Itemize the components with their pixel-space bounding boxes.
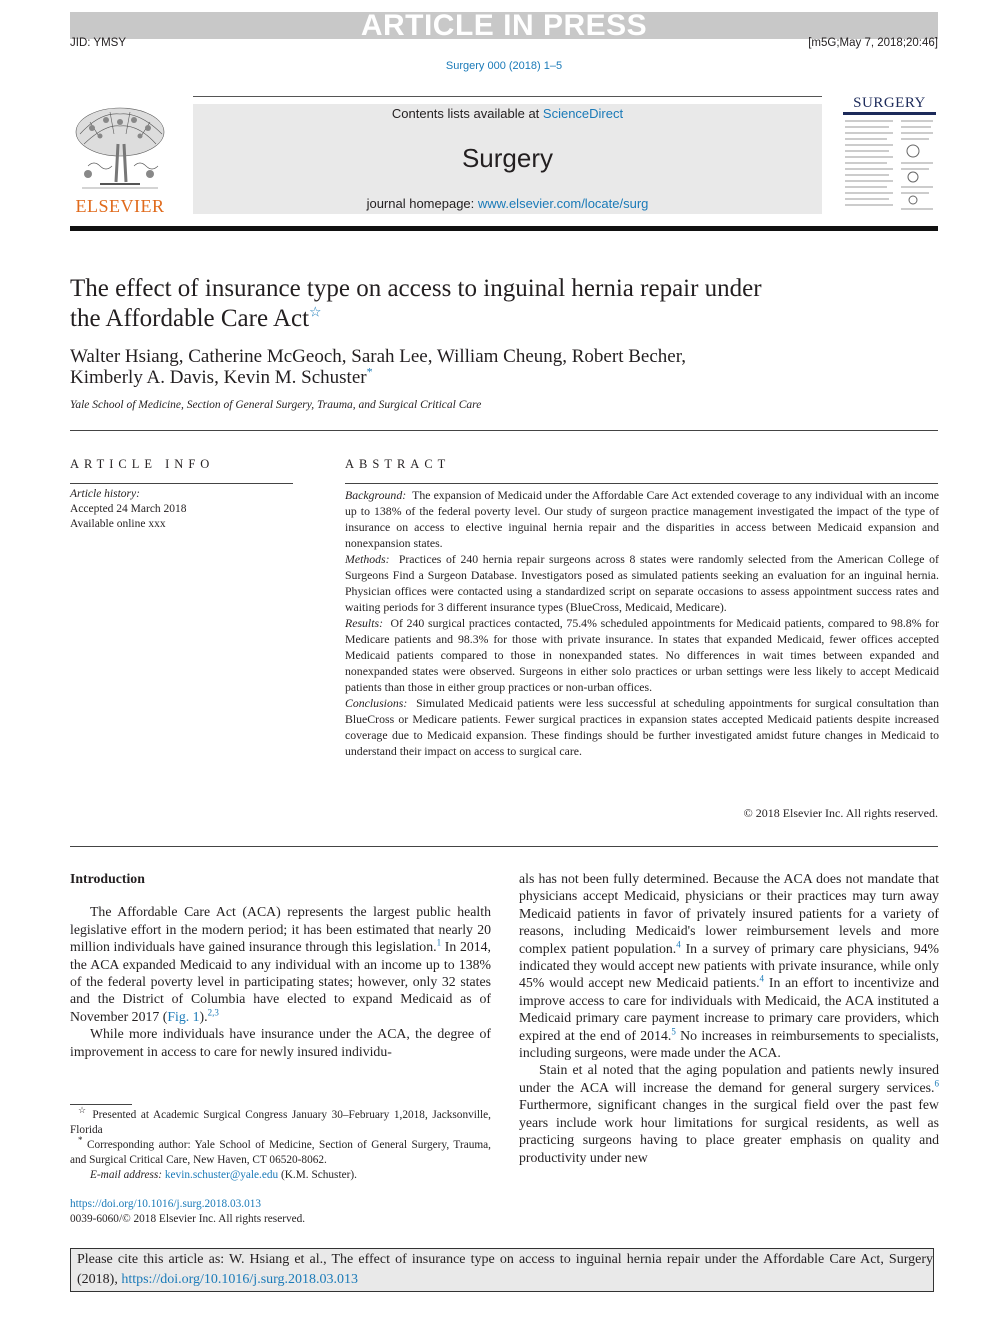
body-column-left [70, 870, 491, 1060]
article-title [70, 274, 870, 334]
author-list [70, 346, 830, 388]
footnote-corresponding: * Corresponding author: Yale School of Medicine, Section of General Surgery, Trauma, and Surgical Critical Care, New Haven, CT 06520-8062. [70, 1135, 491, 1166]
abstract-rule [345, 483, 938, 484]
cite-text: Please cite this article as: W. Hsiang et al., The effect of insurance type on access to inguinal hernia repair under the Affordable Care Act, Surgery (2018), [77, 1252, 933, 1287]
ref-1[interactable]: 1 [436, 937, 442, 948]
abstract-results: Results: Of 240 surgical practices contacted, 75.4% scheduled appointments for Medicaid patients, compared to 98.8% for Medicare patients and 98.3% for those with private insurance. In states that expanded Medicaid, fewer offices accepted Medicaid patients compared to those in nonexpanded states. No differences in wait times between expanded and nonexpanded states were observed. Surgeons in either solo practices or urban settings were less likely to accept Medicaid patients than those in either group practices or non-urban offices. [345, 616, 939, 694]
issn-copyright: 0039-6060/© 2018 Elsevier Inc. All rights reserved. [70, 1213, 306, 1225]
abstract-conclusions: Conclusions: Simulated Medicaid patients were less successful at scheduling appointments for surgical consultation than BlueCross or Medicare patients. Fewer surgical practices in expansion states accepted Medicaid patients despite increased coverage due to Medicaid expansion. These findings should be further investigated amidst future changes in Medicaid to understand their impact on access to surgical care. [345, 696, 939, 758]
cite-this-article-box [70, 1248, 934, 1292]
title-line-1: The effect of insurance type on access to inguinal hernia repair under [70, 275, 762, 302]
article-history [70, 487, 187, 532]
sciencedirect-link[interactable]: ScienceDirect [542, 106, 624, 121]
ref-5[interactable]: 5 [671, 1026, 676, 1037]
abstract-heading: ABSTRACT [345, 457, 451, 471]
online-date: Available online xxx [70, 518, 166, 530]
body-rule [70, 846, 938, 847]
abstract-methods: Methods: Practices of 240 hernia repair surgeons across 8 states were randomly selected from the American College of Surgeons Find a Surgeon Database. Investigators posed as simulated patients seeking an evaluation for an inguinal hernia. Physician offices were contacted using a standardized script on separate occasions to assess appointment success rates and waiting periods for 3 different insurance types (BlueCross, Medicaid, Medicare). [345, 552, 939, 614]
journal-id: JID: YMSY [70, 37, 127, 49]
journal-citation-link[interactable]: Surgery 000 (2018) 1–5 [445, 60, 563, 72]
ref-4b[interactable]: 4 [759, 973, 765, 984]
footnote-email: E-mail address: kevin.schuster@yale.edu (K.M. Schuster). [90, 1169, 357, 1181]
journal-name: Surgery [461, 143, 554, 173]
journal-homepage-line [193, 196, 822, 211]
history-label: Article history: [70, 488, 140, 500]
article-info-rule [70, 483, 293, 484]
elsevier-wordmark: ELSEVIER [75, 196, 165, 216]
doi-link[interactable]: https://doi.org/10.1016/j.surg.2018.03.013 [70, 1198, 262, 1210]
introduction-heading: Introduction [70, 871, 145, 886]
contents-list-line [193, 106, 822, 121]
abstract-copyright: © 2018 Elsevier Inc. All rights reserved. [743, 806, 938, 820]
homepage-prefix: journal homepage: [366, 196, 478, 211]
contents-prefix: Contents lists available at [391, 106, 543, 121]
email-link[interactable]: kevin.schuster@yale.edu [164, 1169, 279, 1181]
intro-paragraph-2: While more individuals have insurance under the ACA, the degree of improvement in access to care for newly insured individu- [70, 1026, 491, 1059]
doi-block [70, 1197, 305, 1227]
intro-paragraph-3: Stain et al noted that the aging population and patients newly insured under the ACA will increase the demand for general surgery services.$^6$ Furthermore, significant changes in the surgical field over the past few years include work hour limitations for surgical residents, as well as practicing surgeons having to place greater emphasis on quality and productivity under new [519, 1062, 939, 1165]
build-stamp: [m5G;May 7, 2018;20:46] [808, 37, 938, 49]
journal-cover-thumbnail [841, 95, 938, 215]
accepted-date: Accepted 24 March 2018 [70, 503, 187, 515]
affiliation: Yale School of Medicine, Section of General Surgery, Trauma, and Surgical Critical Care [70, 399, 482, 411]
authors-line-2: Kimberly A. Davis, Kevin M. Schuster [70, 367, 367, 388]
cover-title: SURGERY [853, 95, 926, 111]
ref-4[interactable]: 4 [676, 939, 681, 950]
article-info-heading: ARTICLE INFO [70, 457, 215, 471]
intro-paragraph-1: The Affordable Care Act (ACA) represents the largest public health legislative effort in the modern period; it has been estimated that nearly 20 million individuals have gained insurance through this legislation.$^1$ In 2014, the ACA expanded Medicaid to any individual with an income up to 138% of the federal poverty level in participating states; however, only 32 states and the District of Columbia have elected to expand Medicaid as of November 2017 (Fig. 1).$^{2,3}$ [70, 904, 492, 1024]
footnote-presented: ☆ Presented at Academic Surgical Congress January 30–February 1,2018, Jacksonville, Florida [70, 1105, 491, 1136]
header-bottom-rule [70, 226, 938, 231]
journal-citation-line[interactable] [0, 60, 992, 72]
ref-2-3[interactable]: 2,3 [207, 1007, 219, 1018]
footnotes [70, 1105, 491, 1183]
intro-paragraph-2-continued: als has not been fully determined. Because the ACA does not mandate that physicians accept Medicaid, physicians or their practices may turn away Medicaid patients in favor of privately insured patients for a variety of reasons, including Medicaid's lower reimbursement levels and more complex patient population.$^4$ In a survey of primary care physicians, 94% indicated they would accept new patients with private insurance, while only 45% would accept new Medicaid patients.$^4$ In an effort to incentivize and improve access to care for individuals with Medicaid, the ACA instituted a Medicaid primary care payment increase to primary care providers, which expired at the end of 2014.$^5$ No increases in reimbursements to specialists, including surgeons, were made under the ACA. [519, 871, 939, 1061]
fig-1-link[interactable]: Fig. 1 [167, 1008, 200, 1024]
ref-6[interactable]: 6 [934, 1078, 939, 1089]
title-line-2: the Affordable Care Act [70, 305, 310, 332]
abstract-body [345, 487, 939, 759]
header-top-rule [193, 96, 822, 97]
cite-doi-link[interactable]: https://doi.org/10.1016/j.surg.2018.03.013 [121, 1272, 359, 1287]
corresponding-author-mark[interactable]: * [366, 364, 373, 379]
body-column-right [519, 870, 939, 1166]
authors-line-1: Walter Hsiang, Catherine McGeoch, Sarah Lee, William Cheung, Robert Becher, [70, 346, 687, 367]
elsevier-logo [70, 104, 170, 216]
affiliation-rule [70, 430, 938, 431]
abstract-background: Background: The expansion of Medicaid under the Affordable Care Act extended coverage to any individual with an income up to 138% of the federal poverty level. Our study of surgeon practice management investigated the impact of the type of insurance on access to elective inguinal hernia repair and the disparities in access between Medicaid expansion and nonexpansion states. [345, 488, 940, 550]
cover-contents-icon [843, 117, 936, 214]
article-in-press-banner: ARTICLE IN PRESS [70, 12, 938, 39]
title-footnote-mark[interactable]: ☆ [309, 305, 322, 321]
homepage-link[interactable]: www.elsevier.com/locate/surg [477, 196, 649, 211]
